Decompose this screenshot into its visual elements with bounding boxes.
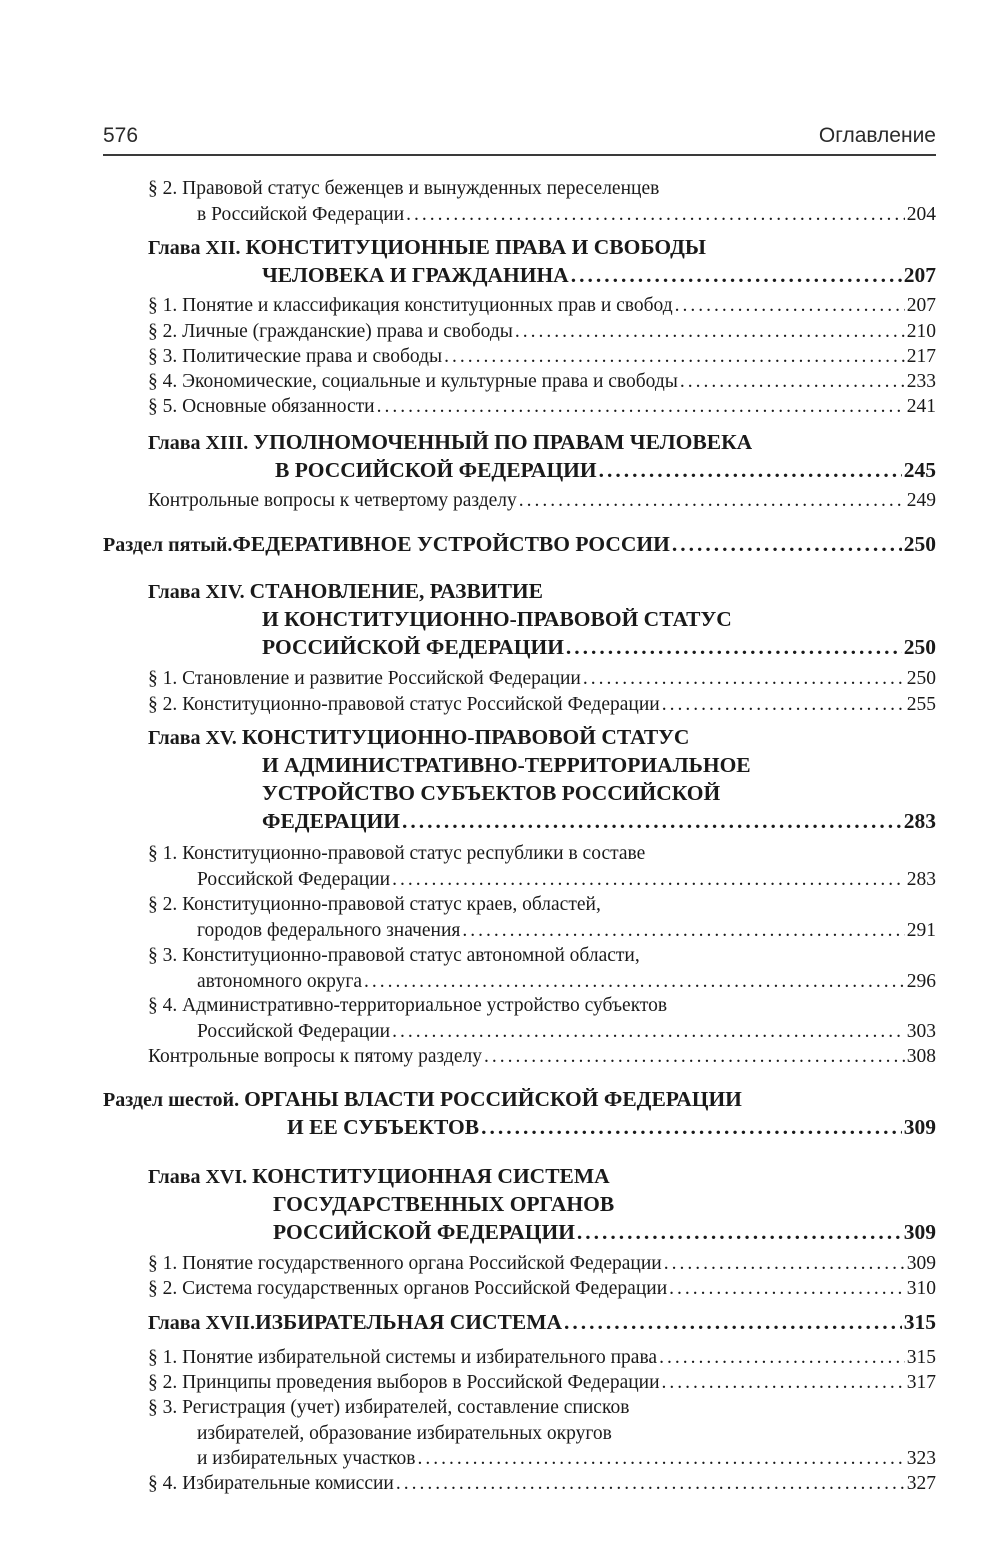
toc-page-number: 308 [906,1046,936,1067]
leader-dots [392,1019,905,1045]
toc-line [148,428,936,456]
toc-line [148,666,936,692]
toc-line [148,1276,936,1302]
toc-page-number: 255 [906,694,936,715]
toc-line [148,779,936,807]
toc-page-number: 245 [903,458,936,482]
toc-line [148,943,936,969]
leader-dots [364,969,905,995]
toc-page-number: 217 [906,346,936,367]
running-title: Оглавление [818,124,936,147]
toc-line [148,1421,936,1447]
toc-paragraph-entry [148,344,936,370]
toc-line [148,1251,936,1277]
toc-line [148,1044,936,1070]
toc-paragraph-entry [148,1471,936,1497]
toc-line [148,233,936,261]
toc-title-text: § 3. Конституционно-правовой статус автономной области, [148,945,640,966]
toc-title-text: § 4. Экономические, социальные и культурные права и свободы [148,371,678,392]
toc-label: Глава XIII. [148,432,254,454]
toc-line [148,867,936,893]
toc-line [103,1085,936,1113]
toc-chapter-entry [148,723,936,835]
toc-paragraph-entry [148,293,936,319]
toc-title-text: § 2. Принципы проведения выборов в Российской Федерации [148,1372,660,1393]
toc-paragraph-entry [148,1251,936,1277]
toc-page-number: 283 [906,868,936,890]
leader-dots [675,293,905,319]
toc-page-number: 207 [906,295,936,316]
toc-page-number: 291 [906,919,936,941]
leader-dots [392,867,905,893]
leader-dots [406,202,905,228]
toc-section-entry [103,530,936,558]
toc-line [148,319,936,345]
leader-dots [599,456,902,484]
leader-dots [462,918,904,944]
header-rule [103,154,936,156]
toc-title-text: КОНСТИТУЦИОННАЯ СИСТЕМА [252,1164,610,1188]
toc-chapter-entry [148,1162,936,1246]
toc-line [148,577,936,605]
toc-title-text: ГОСУДАРСТВЕННЫХ ОРГАНОВ [273,1192,615,1216]
toc-page-number: 309 [903,1115,936,1139]
page-number: 576 [103,124,139,147]
toc-label: Глава XII. [148,237,246,259]
toc-title-text: ИЗБИРАТЕЛЬНАЯ СИСТЕМА [254,1310,563,1334]
leader-dots [664,1251,905,1277]
toc-page-number: 207 [903,263,936,287]
toc-line [148,1190,936,1218]
toc-title-text: Российской Федерации [197,1020,391,1042]
leader-dots [680,369,905,395]
toc-title-text: § 2. Личные (гражданские) права и свободы [148,321,513,342]
toc-paragraph-entry [148,1345,936,1371]
leader-dots [662,692,905,718]
toc-line [148,202,936,228]
toc-line [148,1162,936,1190]
toc-line [148,369,936,395]
toc-title-text: Контрольные вопросы к четвертому разделу [148,490,517,511]
toc-title-text: ФЕДЕРАТИВНОЕ УСТРОЙСТВО РОССИИ [232,532,670,556]
toc-paragraph-entry [148,692,936,718]
toc-label: Глава XIV. [148,581,250,603]
toc-line [148,344,936,370]
toc-paragraph-entry [148,892,936,943]
leader-dots [481,1113,902,1141]
toc-line [148,892,936,918]
leader-dots [484,1044,905,1070]
toc-line [148,1019,936,1045]
toc-title-text: И ЕЕ СУБЪЕКТОВ [287,1115,480,1139]
toc-paragraph-entry [148,1395,936,1472]
toc-label: Глава XVII. [148,1312,255,1334]
toc-label: Глава XVI. [148,1166,253,1188]
toc-title-text: § 3. Регистрация (учет) избирателей, составление списков [148,1397,630,1418]
toc-line [148,1218,936,1246]
toc-line [148,456,936,484]
toc-page-number: 204 [906,203,936,225]
toc-title-text: § 4. Избирательные комиссии [148,1473,394,1494]
toc-chapter-entry [148,577,936,661]
toc-page-number: 327 [906,1473,936,1494]
toc-line [148,1471,936,1497]
toc-line [148,807,936,835]
toc-title-text: § 5. Основные обязанности [148,396,375,417]
toc-page-number: 309 [903,1220,936,1244]
toc-page-number: 315 [906,1347,936,1368]
toc-title-text: в Российской Федерации [197,203,405,225]
toc-label: Глава XV. [148,727,242,749]
toc-line [148,293,936,319]
toc-line [148,993,936,1019]
leader-dots [396,1471,905,1497]
toc-paragraph-entry [148,666,936,692]
leader-dots [444,344,905,370]
toc-page-number: 250 [906,668,936,689]
toc-line [148,692,936,718]
toc-title-text: § 1. Понятие государственного органа Российской Федерации [148,1253,662,1274]
toc-line [103,1113,936,1141]
toc-line [148,261,936,289]
toc-title-text: КОНСТИТУЦИОННЫЕ ПРАВА И СВОБОДЫ [245,235,706,259]
toc-page-number: 210 [906,321,936,342]
toc-paragraph-entry [148,369,936,395]
toc-title-text: автономного округа [197,970,362,992]
toc-line [103,530,936,558]
toc-page-number: 323 [906,1448,936,1469]
leader-dots [564,1308,902,1336]
toc-line [148,633,936,661]
toc-line [148,1446,936,1472]
toc-page-number: 310 [906,1278,936,1299]
toc-label: Раздел шестой. [103,1089,245,1111]
toc-page-number: 249 [906,490,936,511]
toc-title-text: § 2. Конституционно-правовой статус Российской Федерации [148,694,660,715]
toc-title-text: § 3. Политические права и свободы [148,346,443,367]
toc-title-text: § 2. Конституционно-правовой статус краев, областей, [148,894,601,915]
toc-page-number: 315 [903,1310,936,1334]
toc-chapter-entry [148,233,936,289]
toc-page-number: 241 [906,396,936,417]
toc-page-number: 309 [906,1253,936,1274]
toc-paragraph-entry [148,394,936,420]
toc-title-text: СТАНОВЛЕНИЕ, РАЗВИТИЕ [249,579,543,603]
toc-title-text: избирателей, образование избирательных округов [197,1422,612,1444]
toc-title-text: § 2. Правовой статус беженцев и вынужденных переселенцев [148,178,660,199]
toc-line [148,723,936,751]
toc-line [148,751,936,779]
toc-title-text: Российской Федерации [197,868,391,890]
toc-page-number: 303 [906,1020,936,1042]
toc-title-text: городов федерального значения [197,919,461,941]
toc-title-text: И АДМИНИСТРАТИВНО-ТЕРРИТОРИАЛЬНОЕ [262,753,751,777]
toc-title-text: И КОНСТИТУЦИОННО-ПРАВОВОЙ СТАТУС [262,607,732,631]
toc-title-text: ФЕДЕРАЦИИ [262,809,401,833]
leader-dots [418,1446,905,1472]
toc-line [148,605,936,633]
toc-paragraph-entry [148,1370,936,1396]
toc-paragraph-entry [148,993,936,1044]
toc-title-text: § 2. Система государственных органов Российской Федерации [148,1278,668,1299]
toc-title-text: § 1. Понятие избирательной системы и избирательного права [148,1347,658,1368]
leader-dots [571,261,902,289]
toc-paragraph-entry [148,841,936,892]
toc-chapter-entry [148,428,936,484]
toc-title-text: РОССИЙСКОЙ ФЕДЕРАЦИИ [273,1220,575,1244]
toc-page-number: 317 [906,1372,936,1393]
toc-line [148,841,936,867]
toc-title-text: § 1. Конституционно-правовой статус республики в составе [148,843,646,864]
toc-page-number: 250 [903,532,936,556]
leader-dots [519,488,905,514]
toc-section-entry [103,1085,936,1141]
toc-title-text: Контрольные вопросы к пятому разделу [148,1046,482,1067]
toc-title-text: КОНСТИТУЦИОННО-ПРАВОВОЙ СТАТУС [241,725,690,749]
toc-paragraph-entry [148,1276,936,1302]
leader-dots [402,807,902,835]
leader-dots [566,633,902,661]
leader-dots [577,1218,902,1246]
toc-title-text: УСТРОЙСТВО СУБЪЕКТОВ РОССИЙСКОЙ [262,781,721,805]
toc-line [148,918,936,944]
toc-paragraph-entry [148,319,936,345]
toc-paragraph-entry [148,943,936,994]
toc-paragraph-entry [148,1044,936,1070]
toc-chapter-entry [148,1308,936,1336]
toc-line [148,1370,936,1396]
leader-dots [377,394,905,420]
leader-dots [583,666,905,692]
toc-line [148,1345,936,1371]
toc-title-text: § 4. Административно-территориальное устройство субъектов [148,995,668,1016]
leader-dots [669,1276,905,1302]
toc-paragraph-entry [148,176,936,227]
toc-page-number: 296 [906,970,936,992]
toc-title-text: и избирательных участков [197,1448,416,1469]
toc-title-text: В РОССИЙСКОЙ ФЕДЕРАЦИИ [275,458,597,482]
leader-dots [662,1370,905,1396]
leader-dots [515,319,905,345]
toc-paragraph-entry [148,488,936,514]
toc-line [148,176,936,202]
toc-page-number: 250 [903,635,936,659]
running-header [103,118,936,152]
toc-line [148,1308,936,1336]
toc-page-number: 233 [906,371,936,392]
toc-title-text: РОССИЙСКОЙ ФЕДЕРАЦИИ [262,635,564,659]
leader-dots [659,1345,905,1371]
toc-title-text: § 1. Становление и развитие Российской Федерации [148,668,581,689]
leader-dots [672,530,902,558]
toc-line [148,1395,936,1421]
toc-title-text: ЧЕЛОВЕКА И ГРАЖДАНИНА [262,263,569,287]
toc-title-text: § 1. Понятие и классификация конституционных прав и свобод [148,295,673,316]
toc-title-text: УПОЛНОМОЧЕННЫЙ ПО ПРАВАМ ЧЕЛОВЕКА [253,430,753,454]
toc-label: Раздел пятый. [103,534,233,556]
toc-line [148,969,936,995]
toc-line [148,488,936,514]
toc-title-text: ОРГАНЫ ВЛАСТИ РОССИЙСКОЙ ФЕДЕРАЦИИ [244,1087,742,1111]
toc-line [148,394,936,420]
toc-page-number: 283 [903,809,936,833]
